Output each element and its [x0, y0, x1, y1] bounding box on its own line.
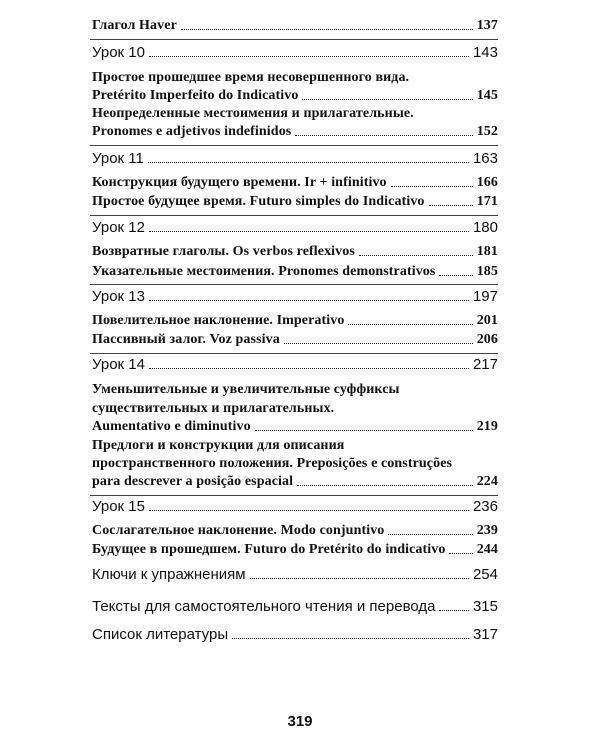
toc-entry-text: Простое прошедшее время несовершенного вида. — [92, 70, 410, 85]
toc-lesson-page: 236 — [472, 498, 498, 515]
toc-entry-page: 201 — [476, 313, 498, 328]
toc-entry-page: 185 — [476, 264, 498, 279]
toc-entry — [92, 626, 498, 643]
toc-lesson-page: 217 — [472, 356, 498, 373]
dot-leader — [284, 343, 473, 344]
section-divider — [90, 495, 498, 496]
toc-entry-page: 137 — [476, 18, 498, 33]
toc-lesson-title: Урок 11 — [92, 150, 144, 167]
toc-entry — [92, 313, 498, 329]
toc-entry-title: Тексты для самостоятельного чтения и перевода — [92, 598, 436, 615]
toc-entry-page: 145 — [476, 88, 498, 103]
toc-entry-page: 171 — [476, 194, 498, 209]
toc-entry — [92, 419, 498, 435]
toc-entry — [92, 474, 498, 490]
toc-entry-text: пространственного положения. Preposições e construções — [92, 456, 453, 471]
toc-lesson — [92, 150, 498, 167]
toc-lesson — [92, 44, 498, 61]
toc-entry-title: para descrever a posição espacial — [92, 474, 294, 489]
section-divider — [90, 353, 498, 354]
toc-entry-title: Pronomes e adjetivos indefinidos — [92, 124, 292, 139]
toc-entry-text: существительных и прилагательных. — [92, 401, 335, 416]
dot-leader — [149, 231, 469, 232]
toc-entry-title: Aumentativo e diminutivo — [92, 419, 251, 434]
dot-leader — [255, 430, 473, 431]
toc-lesson-title: Урок 14 — [92, 356, 145, 373]
toc-entry — [92, 18, 498, 34]
toc-lesson-title: Урок 13 — [92, 288, 145, 305]
dot-leader — [297, 485, 473, 486]
toc-entry — [92, 523, 498, 539]
dot-leader — [232, 638, 469, 639]
toc-entry — [92, 124, 498, 140]
toc-entry-title: Глагол Haver — [92, 18, 177, 33]
toc-entry — [92, 175, 498, 191]
toc-entry — [92, 194, 498, 210]
toc-entry-title: Будущее в прошедшем. Futuro do Pretérito do indicativo — [92, 542, 446, 557]
toc-entry-page: 224 — [476, 474, 498, 489]
dot-leader — [359, 255, 473, 256]
dot-leader — [348, 324, 472, 325]
toc-entry-text: Уменьшительные и увеличительные суффиксы — [92, 382, 400, 397]
dot-leader — [149, 56, 469, 57]
section-divider — [90, 145, 498, 146]
toc-entry-title: Пассивный залог. Voz passiva — [92, 332, 280, 347]
toc-entry-page: 254 — [472, 566, 498, 583]
toc-entry-page: 166 — [476, 175, 498, 190]
toc-entry-title: Указательные местоимения. Pronomes demonstrativos — [92, 264, 436, 279]
toc-lesson-title: Урок 15 — [92, 498, 145, 515]
toc-lesson-page: 143 — [472, 44, 498, 61]
toc-lesson — [92, 498, 498, 515]
toc-entry — [92, 598, 498, 615]
toc-entry-page: 152 — [476, 124, 498, 139]
toc-lesson — [92, 219, 498, 236]
dot-leader — [149, 300, 469, 301]
toc-entry-page: 181 — [476, 244, 498, 259]
toc-entry — [92, 542, 498, 558]
section-divider — [90, 39, 498, 40]
toc-lesson — [92, 288, 498, 305]
dot-leader — [149, 368, 469, 369]
toc-entry-title: Список литературы — [92, 626, 229, 643]
toc-entry — [92, 332, 498, 348]
toc-entry-page: 244 — [476, 542, 498, 557]
toc-entry-page: 206 — [476, 332, 498, 347]
toc-entry — [92, 244, 498, 260]
dot-leader — [250, 578, 469, 579]
section-divider — [90, 284, 498, 285]
toc-entry-title: Повелительное наклонение. Imperativo — [92, 313, 345, 328]
toc-entry-text: Предлоги и конструкции для описания — [92, 438, 345, 453]
dot-leader — [388, 534, 472, 535]
toc-entry-page: 315 — [472, 598, 498, 615]
dot-leader — [391, 186, 473, 187]
toc-lesson — [92, 356, 498, 373]
toc-lesson-page: 180 — [472, 219, 498, 236]
toc-entry-title: Простое будущее время. Futuro simples do Indicativo — [92, 194, 425, 209]
dot-leader — [181, 29, 473, 30]
toc-entry-title: Ключи к упражнениям — [92, 566, 246, 583]
page-number: 319 — [287, 713, 313, 730]
dot-leader — [149, 510, 469, 511]
section-divider — [90, 215, 498, 216]
dot-leader — [148, 162, 469, 163]
toc-entry-title: Возвратные глаголы. Os verbos reflexivos — [92, 244, 355, 259]
dot-leader — [429, 205, 473, 206]
toc-lesson-title: Урок 12 — [92, 219, 145, 236]
toc-entry-title: Сослагательное наклонение. Modo conjuntivo — [92, 523, 385, 538]
dot-leader — [439, 610, 468, 611]
toc-entry — [92, 88, 498, 104]
toc-entry-title: Pretérito Imperfeito do Indicativo — [92, 88, 299, 103]
toc-entry-page: 317 — [472, 626, 498, 643]
toc-lesson-page: 163 — [472, 150, 498, 167]
dot-leader — [302, 99, 472, 100]
dot-leader — [295, 135, 472, 136]
toc-entry — [92, 566, 498, 583]
dot-leader — [439, 275, 472, 276]
toc-lesson-page: 197 — [472, 288, 498, 305]
dot-leader — [449, 553, 472, 554]
toc-lesson-title: Урок 10 — [92, 44, 145, 61]
toc-entry-text: Неопределенные местоимения и прилагательные. — [92, 106, 414, 121]
toc-entry-title: Конструкция будущего времени. Ir + infinitivo — [92, 175, 387, 190]
toc-entry-page: 219 — [476, 419, 498, 434]
toc-entry — [92, 264, 498, 280]
toc-entry-page: 239 — [476, 523, 498, 538]
